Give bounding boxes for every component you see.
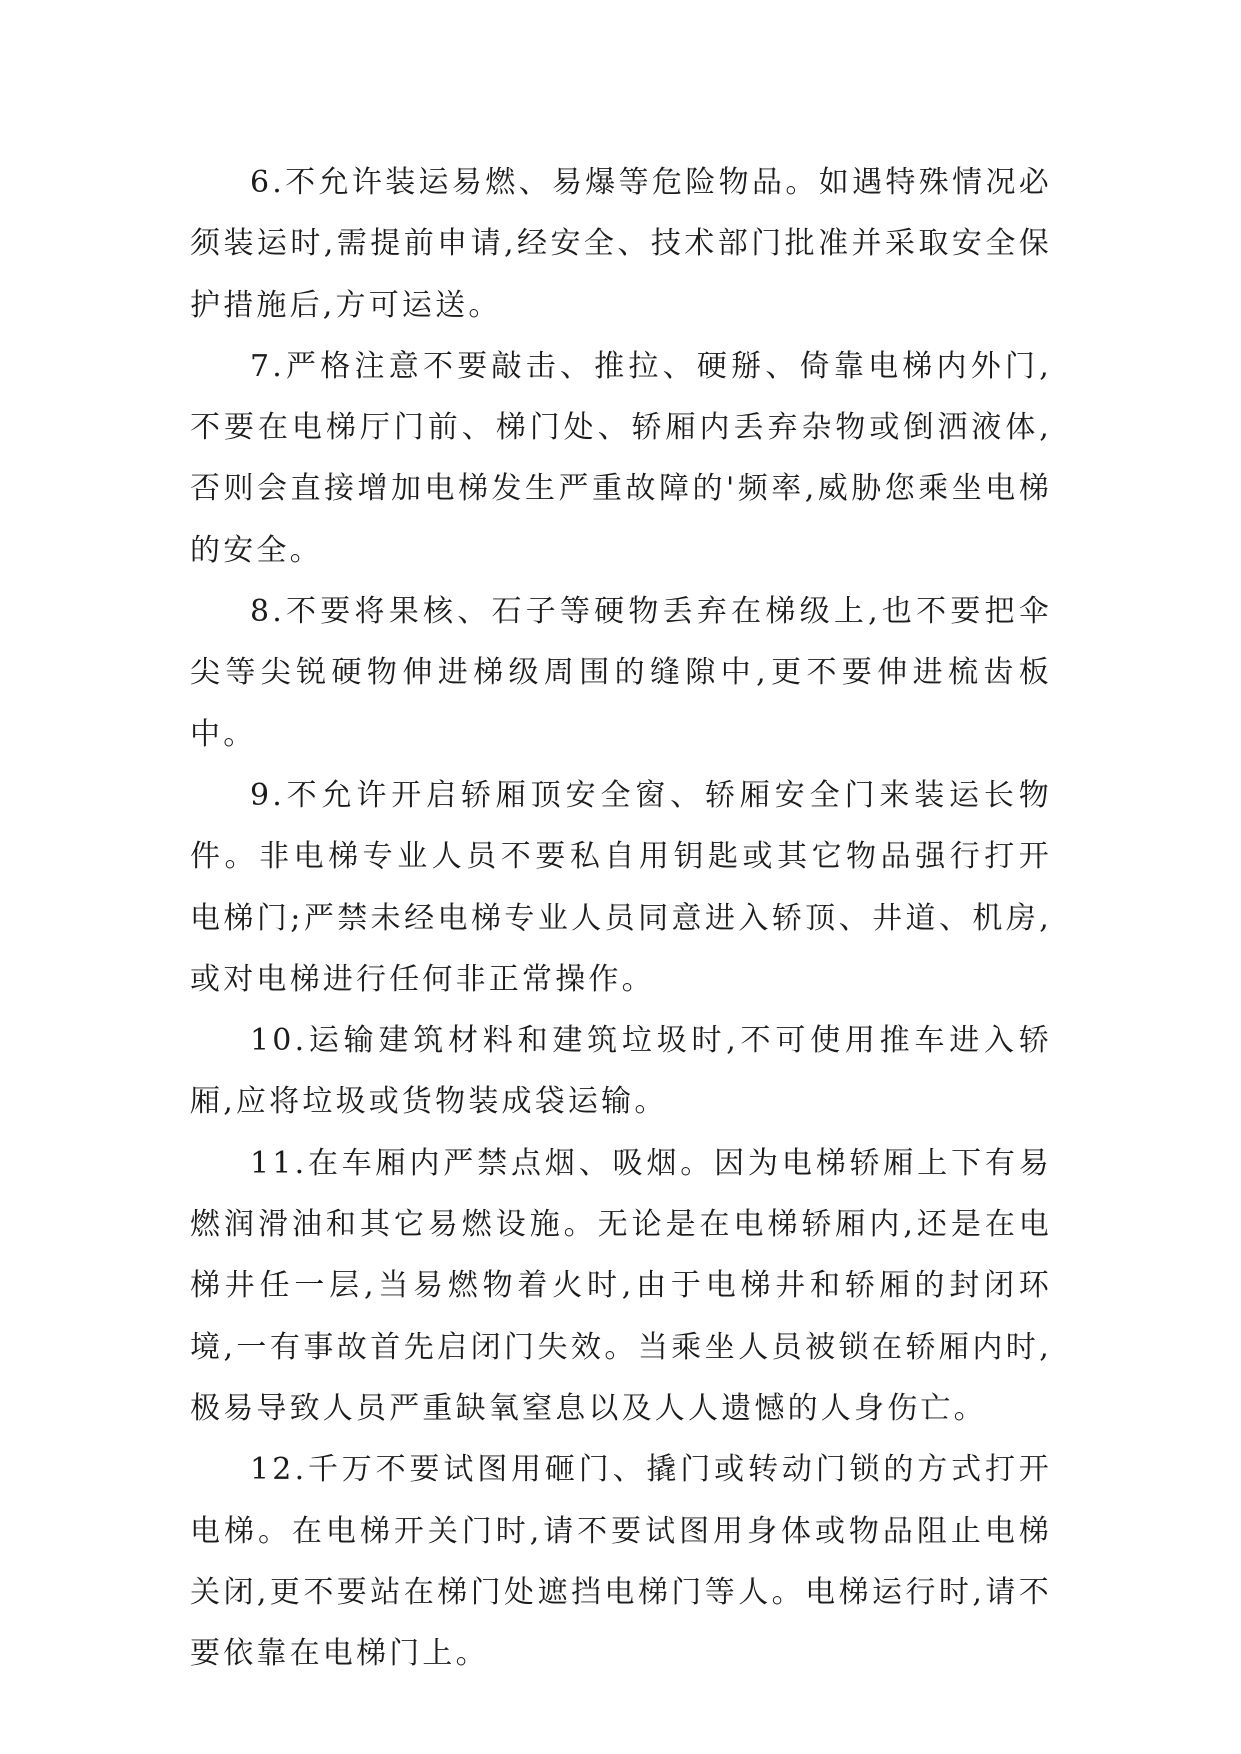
paragraph-item-9: 9.不允许开启轿厢顶安全窗、轿厢安全门来装运长物件。非电梯专业人员不要私自用钥匙或其它物品强行打开电梯门;严禁未经电梯专业人员同意进入轿顶、井道、机房,或对电梯进行任何非正常操作。 [190, 777, 1052, 997]
document-body [190, 152, 1052, 1684]
paragraph-item-12: 12.千万不要试图用砸门、撬门或转动门锁的方式打开电梯。在电梯开关门时,请不要试图用身体或物品阻止电梯关闭,更不要站在梯门处遮挡电梯门等人。电梯运行时,请不要依靠在电梯门上。 [190, 1452, 1052, 1672]
paragraph-item-7: 7.严格注意不要敲击、推拉、硬掰、倚靠电梯内外门,不要在电梯厅门前、梯门处、轿厢内丢弃杂物或倒洒液体,否则会直接增加电梯发生严重故障的'频率,威胁您乘坐电梯的安全。 [190, 348, 1052, 568]
paragraph-item-6: 6.不允许装运易燃、易爆等危险物品。如遇特殊情况必须装运时,需提前申请,经安全、技术部门批准并采取安全保护措施后,方可运送。 [190, 165, 1052, 323]
paragraph-item-8: 8.不要将果核、石子等硬物丢弃在梯级上,也不要把伞尖等尖锐硬物伸进梯级周围的缝隙中,更不要伸进梳齿板中。 [190, 594, 1052, 752]
paragraph-item-11: 11.在车厢内严禁点烟、吸烟。因为电梯轿厢上下有易燃润滑油和其它易燃设施。无论是在电梯轿厢内,还是在电梯井任一层,当易燃物着火时,由于电梯井和轿厢的封闭环境,一有事故首先启闭门失效。当乘坐人员被锁在轿厢内时,极易导致人员严重缺氧窒息以及人人遗憾的人身伤亡。 [190, 1145, 1052, 1426]
paragraph-item-10: 10.运输建筑材料和建筑垃圾时,不可使用推车进入轿厢,应将垃圾或货物装成袋运输。 [190, 1023, 1052, 1120]
